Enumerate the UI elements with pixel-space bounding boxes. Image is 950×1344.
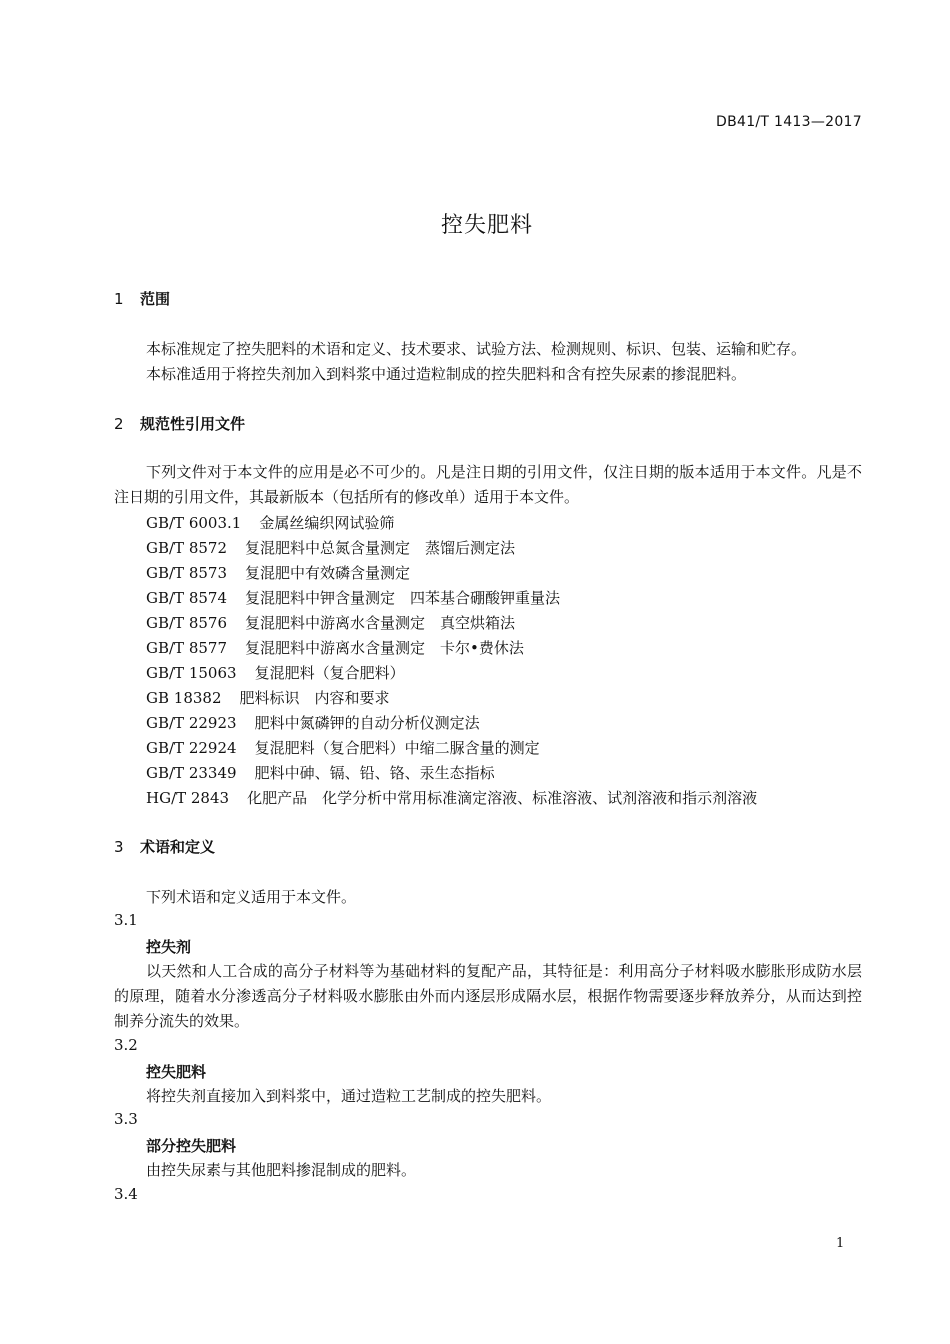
reference-item (146, 637, 524, 658)
reference-item (146, 787, 757, 808)
reference-item (146, 537, 515, 558)
section-number: 1 (114, 290, 124, 308)
reference-title: 金属丝编织网试验筛 (259, 514, 395, 532)
document-number: DB41/T 1413—2017 (716, 114, 862, 130)
term-name: 控失肥料 (146, 1063, 207, 1081)
section-3-heading (114, 836, 215, 857)
section-title: 范围 (140, 290, 171, 308)
reference-code: GB/T 23349 (146, 764, 237, 782)
section-number: 3 (114, 838, 124, 856)
reference-item (146, 737, 540, 758)
reference-title: 复混肥料中总氮含量测定 蒸馏后测定法 (245, 539, 516, 557)
scope-paragraph-2: 本标准适用于将控失剂加入到料浆中通过造粒制成的控失肥料和含有控失尿素的掺混肥料。 (146, 365, 747, 383)
term-number: 3.1 (114, 911, 138, 929)
section-1-heading (114, 288, 170, 309)
reference-title: 复混肥料中钾含量测定 四苯基合硼酸钾重量法 (245, 589, 561, 607)
reference-code: GB/T 8577 (146, 639, 228, 657)
reference-title: 肥料中砷、镉、铅、铬、汞生态指标 (254, 764, 495, 782)
reference-item (146, 512, 394, 533)
term-definition: 以天然和人工合成的高分子材料等为基础材料的复配产品，其特征是：利用高分子材料吸水膨胀形成防水层的原理，随着水分渗透高分子材料吸水膨胀由外而内逐层形成隔水层，根据作物需要逐步释放养分，从而达到控制养分流失的效果。 (114, 962, 862, 1030)
reference-code: GB 18382 (146, 689, 222, 707)
reference-code: GB/T 15063 (146, 664, 237, 682)
reference-title: 化肥产品 化学分析中常用标准滴定溶液、标准溶液、试剂溶液和指示剂溶液 (247, 789, 758, 807)
reference-code: GB/T 22924 (146, 739, 237, 757)
reference-title: 复混肥料中游离水含量测定 卡尔•费休法 (245, 639, 524, 657)
reference-code: GB/T 22923 (146, 714, 237, 732)
reference-item (146, 712, 480, 733)
term-name: 部分控失肥料 (146, 1137, 237, 1155)
reference-code: HG/T 2843 (146, 789, 230, 807)
section-2-heading (114, 413, 245, 434)
reference-title: 复混肥料（复合肥料） (254, 664, 405, 682)
reference-code: GB/T 8574 (146, 589, 228, 607)
reference-code: GB/T 8576 (146, 614, 228, 632)
section-number: 2 (114, 415, 124, 433)
reference-title: 肥料标识 内容和要求 (239, 689, 390, 707)
reference-item (146, 612, 515, 633)
reference-code: GB/T 8572 (146, 539, 228, 557)
term-definition: 由控失尿素与其他肥料掺混制成的肥料。 (146, 1161, 417, 1179)
reference-item (146, 562, 410, 583)
reference-title: 复混肥料（复合肥料）中缩二脲含量的测定 (254, 739, 540, 757)
reference-title: 肥料中氮磷钾的自动分析仪测定法 (254, 714, 480, 732)
reference-title: 复混肥料中游离水含量测定 真空烘箱法 (245, 614, 516, 632)
section-title: 术语和定义 (140, 838, 216, 856)
section-title: 规范性引用文件 (140, 415, 246, 433)
normative-intro: 下列文件对于本文件的应用是必不可少的。凡是注日期的引用文件，仅注日期的版本适用于本文件。凡是不注日期的引用文件，其最新版本（包括所有的修改单）适用于本文件。 (114, 463, 862, 506)
reference-item (146, 687, 390, 708)
reference-title: 复混肥中有效磷含量测定 (245, 564, 411, 582)
terms-intro: 下列术语和定义适用于本文件。 (146, 888, 357, 906)
page-number: 1 (836, 1236, 845, 1251)
reference-code: GB/T 8573 (146, 564, 228, 582)
term-name: 控失剂 (146, 938, 192, 956)
document-title: 控失肥料 (440, 213, 533, 238)
scope-paragraph-1: 本标准规定了控失肥料的术语和定义、技术要求、试验方法、检测规则、标识、包装、运输和贮存。 (146, 340, 807, 358)
term-definition: 将控失剂直接加入到料浆中，通过造粒工艺制成的控失肥料。 (146, 1087, 552, 1105)
reference-item (146, 587, 560, 608)
term-number: 3.3 (114, 1110, 138, 1128)
term-number: 3.2 (114, 1036, 138, 1054)
reference-item (146, 662, 405, 683)
reference-item (146, 762, 495, 783)
reference-code: GB/T 6003.1 (146, 514, 242, 532)
term-number: 3.4 (114, 1185, 138, 1203)
